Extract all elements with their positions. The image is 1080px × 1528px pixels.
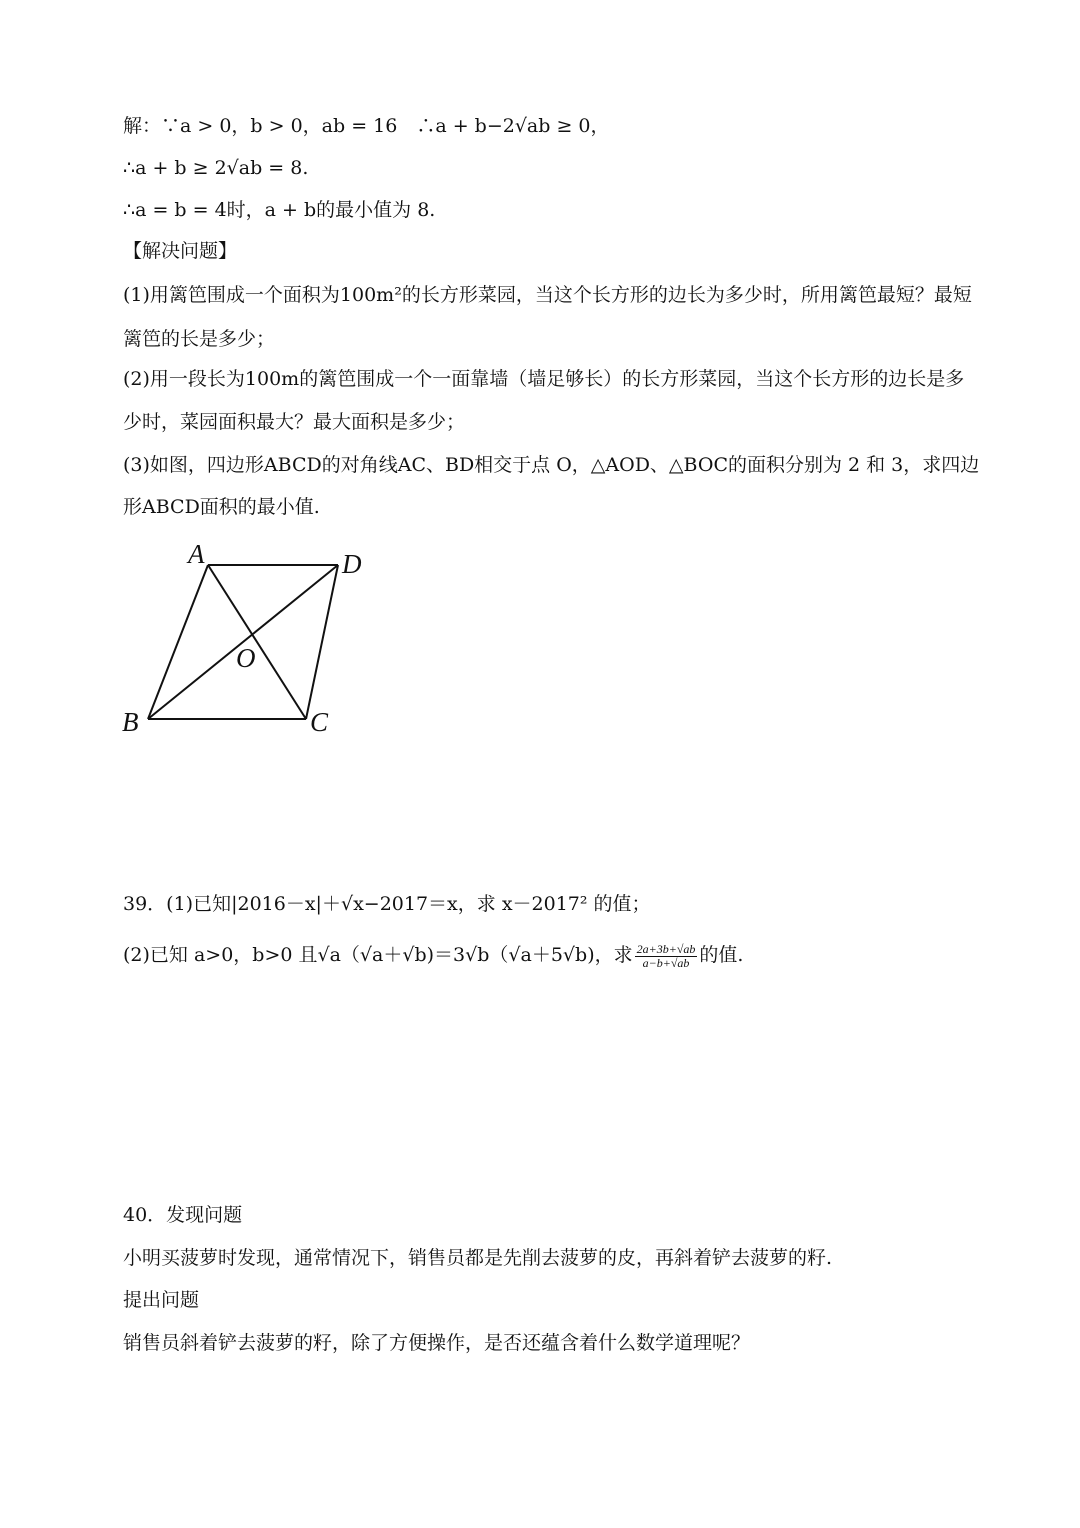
q39-fraction <box>635 943 698 970</box>
diagonal-bd <box>148 565 338 719</box>
label-o: O <box>236 643 256 673</box>
problem-1-line-2: 篱笆的长是多少； <box>123 328 276 350</box>
question-40-line-2: 销售员斜着铲去菠萝的籽，除了方便操作，是否还蕴含着什么数学道理呢？ <box>123 1332 751 1354</box>
problem-2-line-1: (2)用一段长为100m的篱笆围成一个一面靠墙（墙足够长）的长方形菜园，当这个长方形的边长是多 <box>123 368 965 390</box>
q39-part2-suffix: 的值. <box>699 944 744 966</box>
diagonal-ac <box>208 565 306 719</box>
solution-line-1: 解：∵a > 0，b > 0，ab = 16 ∴a + b−2√ab ≥ 0， <box>123 115 610 137</box>
problem-1-line-1: (1)用篱笆围成一个面积为100m²的长方形菜园，当这个长方形的边长为多少时，所用篱笆最短？最短 <box>123 284 972 306</box>
question-40-line-1: 小明买菠萝时发现，通常情况下，销售员都是先削去菠萝的皮，再斜着铲去菠萝的籽. <box>123 1247 833 1269</box>
fraction-denominator: a−b+√ab <box>642 955 690 970</box>
label-c: C <box>310 707 329 737</box>
solution-line-2: ∴a + b ≥ 2√ab = 8. <box>123 157 309 179</box>
q39-part2-prefix: (2)已知 a>0，b>0 且√a（√a＋√b)＝3√b（√a＋5√b)，求 <box>123 944 633 966</box>
problem-3-line-2: 形ABCD面积的最小值. <box>123 496 320 518</box>
question-40-heading-2: 提出问题 <box>123 1289 200 1311</box>
problem-2-line-2: 少时，菜园面积最大？最大面积是多少； <box>123 411 466 433</box>
label-b: B <box>122 707 139 737</box>
question-39-line-1: 39．(1)已知|2016－x|＋√x−2017＝x，求 x－2017² 的值； <box>123 893 651 915</box>
solution-line-3: ∴a = b = 4时，a + b的最小值为 8. <box>123 199 436 221</box>
fraction-numerator: 2a+3b+√ab <box>636 941 696 956</box>
label-d: D <box>342 549 362 579</box>
label-a: A <box>188 539 205 569</box>
problem-3-line-1: (3)如图，四边形ABCD的对角线AC、BD相交于点 O，△AOD、△BOC的面积分别为 2 和 3，求四边 <box>123 454 980 476</box>
section-heading: 【解决问题】 <box>123 240 238 262</box>
quadrilateral-figure <box>118 535 378 745</box>
question-40-heading: 40．发现问题 <box>123 1204 243 1226</box>
question-39-line-2 <box>123 940 970 970</box>
